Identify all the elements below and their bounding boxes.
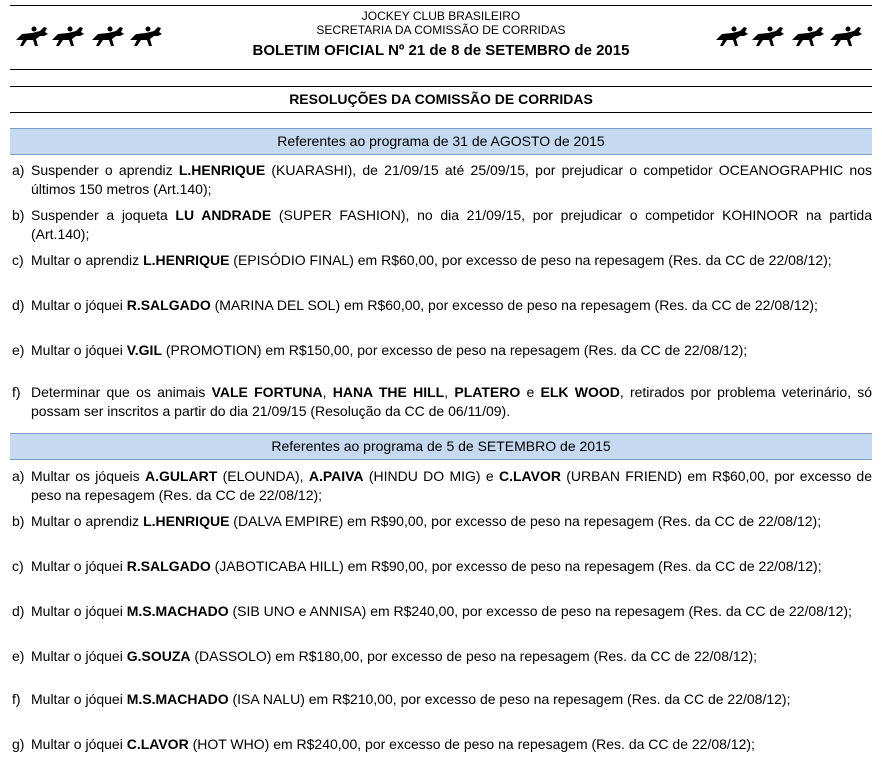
resolution-item [12, 512, 872, 531]
resolution-item [12, 161, 872, 199]
text-run: (PROMOTION) em R$150,00, por excesso de peso na repesagem (Res. da CC de 22/08/12); [162, 342, 748, 358]
resolution-item [12, 383, 872, 421]
bold-name: A.GULART [144, 468, 218, 484]
divider [10, 5, 872, 6]
bold-name: M.S.MACHADO [126, 691, 229, 707]
item-letter: g) [12, 736, 25, 752]
text-run: (ELOUNDA), [217, 468, 309, 484]
item-letter: d) [12, 297, 25, 313]
item-text [31, 467, 872, 505]
text-run: (URBAN FRIEND) em R$60,00, por excesso de peso na repesagem (Res. da CC de 22/08/12); [31, 468, 872, 503]
item-text [31, 602, 872, 621]
text-run: Multar o jóquei [31, 736, 127, 752]
divider [10, 69, 872, 70]
item-letter: f) [12, 691, 21, 707]
divider [10, 112, 872, 113]
bold-name: V.GIL [126, 342, 162, 358]
bold-name: VALE FORTUNA [211, 384, 323, 400]
text-run: Multar os jóqueis [31, 468, 145, 484]
resolution-item [12, 690, 872, 709]
resolution-item [12, 341, 872, 360]
bold-name: M.S.MACHADO [126, 603, 229, 619]
item-letter: b) [12, 207, 25, 223]
item-text [31, 557, 872, 576]
item-text [31, 251, 872, 270]
section-heading: Referentes ao programa de 5 de SETEMBRO de 2015 [10, 433, 872, 460]
text-run: Suspender a joqueta [31, 207, 176, 223]
text-run: Determinar que os animais [31, 384, 212, 400]
secretaria-name: SECRETARIA DA COMISSÃO DE CORRIDAS [316, 23, 566, 37]
text-run: , retirados por problema veterinário, só possam ser inscritos a partir do dia 21/09/15 (Resolução da CC de 06/11/09). [31, 384, 873, 419]
item-letter: f) [12, 384, 21, 400]
section-heading: Referentes ao programa de 31 de AGOSTO de 2015 [10, 128, 872, 155]
text-run: (ISA NALU) em R$210,00, por excesso de peso na repesagem (Res. da CC de 22/08/12); [228, 691, 791, 707]
item-letter: a) [12, 162, 25, 178]
bulletin-header [0, 0, 882, 72]
bold-name: C.LAVOR [126, 736, 189, 752]
resolution-item [12, 206, 872, 244]
text-run: (JABOTICABA HILL) em R$90,00, por excesso de peso na repesagem (Res. da CC de 22/08/12); [210, 558, 822, 574]
bold-name: PLATERO [454, 384, 521, 400]
text-run: Multar o jóquei [31, 603, 127, 619]
item-text [31, 735, 872, 754]
bold-name: L.HENRIQUE [143, 252, 230, 268]
text-run: Multar o jóquei [31, 648, 127, 664]
item-letter: e) [12, 648, 25, 664]
text-run: Multar o jóquei [31, 558, 127, 574]
text-run: (MARINA DEL SOL) em R$60,00, por excesso de peso na repesagem (Res. da CC de 22/08/12); [210, 297, 818, 313]
bold-name: LU ANDRADE [175, 207, 272, 223]
text-run: Multar o jóquei [31, 691, 127, 707]
bold-name: G.SOUZA [126, 648, 191, 664]
text-run: Multar o jóquei [31, 342, 127, 358]
item-letter: a) [12, 468, 25, 484]
resolution-item [12, 467, 872, 505]
bold-name: HANA THE HILL [332, 384, 445, 400]
item-text [31, 161, 872, 199]
bold-name: L.HENRIQUE [178, 162, 266, 178]
text-run: (EPISÓDIO FINAL) em R$60,00, por excesso de peso na repesagem (Res. da CC de 22/08/12); [229, 252, 832, 268]
text-run: Suspender o aprendiz [31, 162, 179, 178]
page-title: RESOLUÇÕES DA COMISSÃO DE CORRIDAS [289, 91, 593, 107]
item-text [31, 296, 872, 315]
resolution-item [12, 735, 872, 754]
bold-name: ELK WOOD [540, 384, 620, 400]
item-letter: c) [12, 558, 24, 574]
text-run: , [444, 384, 455, 400]
item-letter: c) [12, 252, 24, 268]
item-text [31, 512, 872, 531]
bold-name: R.SALGADO [126, 558, 211, 574]
text-run: (SUPER FASHION), no dia 21/09/15, por prejudicar o competidor KOHINOOR na partida (Art.140); [31, 207, 872, 242]
item-letter: d) [12, 603, 25, 619]
divider [10, 86, 872, 87]
resolution-item [12, 296, 872, 315]
text-run: , [322, 384, 333, 400]
resolution-item [12, 602, 872, 621]
text-run: Multar o aprendiz [31, 513, 144, 529]
racing-horses-icon [714, 24, 870, 50]
text-run: (HOT WHO) em R$240,00, por excesso de peso na repesagem (Res. da CC de 22/08/12); [188, 736, 755, 752]
text-run: Multar o aprendiz [31, 252, 144, 268]
text-run: Multar o jóquei [31, 297, 127, 313]
text-run: (KUARASHI), de 21/09/15 até 25/09/15, por prejudicar o competidor OCEANOGRAPHIC nos últimos 150 metros (Art.140); [31, 162, 872, 197]
item-text [31, 690, 872, 709]
text-run: (DALVA EMPIRE) em R$90,00, por excesso de peso na repesagem (Res. da CC de 22/08/12); [229, 513, 822, 529]
item-text [31, 206, 872, 244]
text-run: e [520, 384, 541, 400]
text-run: (DASSOLO) em R$180,00, por excesso de peso na repesagem (Res. da CC de 22/08/12); [190, 648, 758, 664]
item-text [31, 383, 872, 421]
bold-name: A.PAIVA [308, 468, 364, 484]
bold-name: C.LAVOR [498, 468, 561, 484]
text-run: (SIB UNO e ANNISA) em R$240,00, por excesso de peso na repesagem (Res. da CC de 22/08/12); [228, 603, 852, 619]
resolution-item [12, 251, 872, 270]
club-name: JOCKEY CLUB BRASILEIRO [361, 9, 521, 23]
item-letter: b) [12, 513, 25, 529]
resolution-item [12, 557, 872, 576]
bold-name: L.HENRIQUE [143, 513, 230, 529]
bulletin-title: BOLETIM OFICIAL Nº 21 de 8 de SETEMBRO de 2015 [252, 42, 630, 59]
item-text [31, 341, 872, 360]
text-run: (HINDU DO MIG) e [363, 468, 499, 484]
bold-name: R.SALGADO [126, 297, 211, 313]
resolution-item [12, 647, 872, 666]
item-text [31, 647, 872, 666]
item-letter: e) [12, 342, 25, 358]
